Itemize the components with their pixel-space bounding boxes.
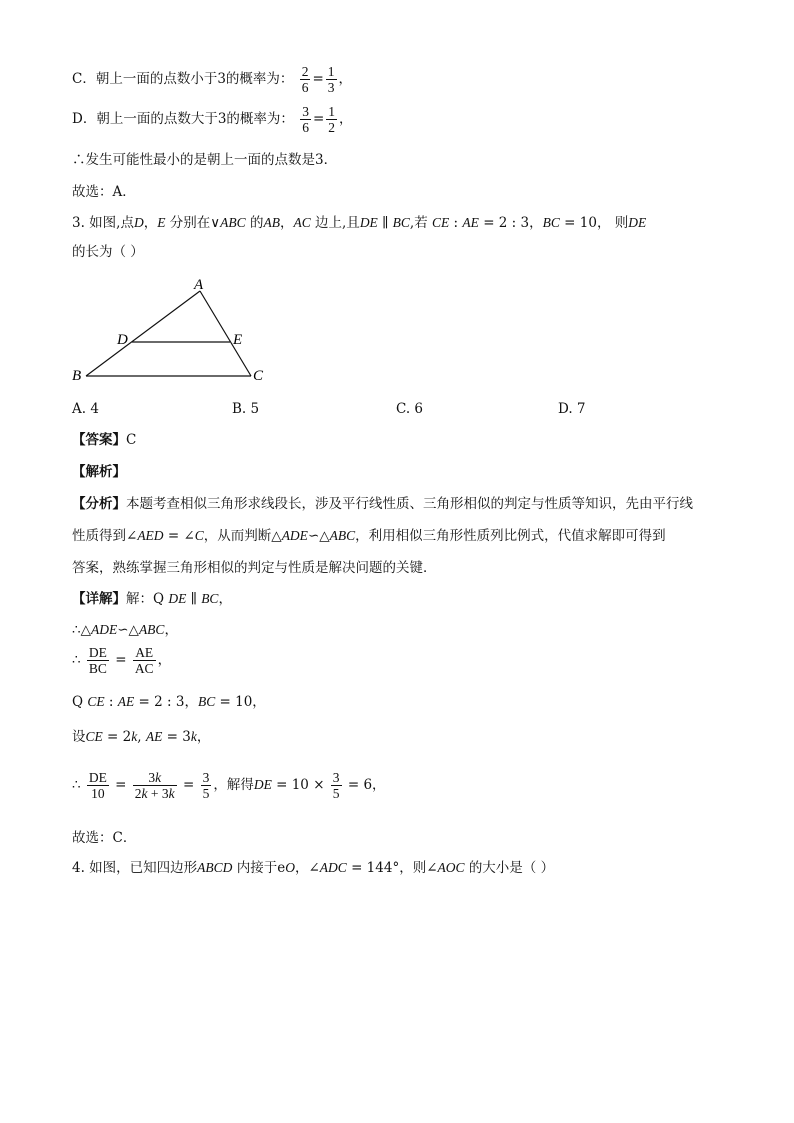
detail-line3: ∴ $\frac{DE}{BC}$ = $\frac{AE}{AC}$ ， (72, 645, 172, 676)
option-d: D. 7 (558, 401, 586, 417)
q3-stem: 3. 如图,点D，E 分别在∨ABC 的AB，AC 边上,且DE ∥ BC,若 CE : AE = 2 : 3，BC = 10， 则DE (72, 215, 647, 231)
fenxi-line2: 性质得到∠AED = ∠C，从而判断△ADE∽△ABC，利用相似三角形性质列比例式，代值求解即可得到 (72, 528, 666, 544)
detail-line4: Q CE : AE = 2 : 3，BC = 10， (72, 694, 266, 710)
detail-line2: ∴△ADE∽△ABC， (72, 622, 178, 638)
detail-line6: ∴ $\frac{DE}{10}$ = $\frac{3k}{2k + 3k}$ = $\frac{3}{5}$ ，解得DE = 10 × $\frac{3}{5}$ = 6， (72, 770, 386, 801)
label-a: A (194, 277, 204, 293)
detail-line1: 【详解】解：Q DE ∥ BC， (72, 591, 232, 607)
q3-choice: 故选：C． (72, 830, 137, 846)
label-d: D (117, 332, 128, 348)
option-b: B. 5 (232, 401, 260, 417)
fraction: $\frac{1}{3}$ (327, 64, 335, 95)
label-c: C (253, 368, 264, 384)
q2-option-d: D．朝上一面的点数大于3的概率为： $\frac{3}{6}$ = $\frac{1}{2}$ ， (72, 104, 353, 135)
detail-line5: 设CE = 2k, AE = 3k， (72, 729, 211, 745)
q2-choice: 故选：A． (72, 184, 136, 200)
answer: 【答案】C (72, 432, 137, 448)
fraction: $\frac{2}{6}$ (301, 64, 309, 95)
analysis-heading: 【解析】 (72, 464, 126, 480)
fraction: $\frac{3}{6}$ (302, 104, 309, 135)
fenxi-line3: 答案，熟练掌握三角形相似的判定与性质是解决问题的关键． (72, 560, 437, 576)
triangle-figure (66, 274, 286, 392)
fraction: $\frac{1}{2}$ (328, 104, 336, 135)
label-b: B (72, 368, 82, 384)
q4-stem: 4. 如图，已知四边形ABCD 内接于eO，∠ADC = 144°，则∠AOC 的大小是（ ） (72, 860, 555, 876)
q2-conclusion: ∴发生可能性最小的是朝上一面的点数是3． (72, 152, 338, 168)
q2-option-c: C．朝上一面的点数小于3的概率为： $\frac{2}{6}$ = $\frac{1}{3}$ ， (72, 64, 353, 95)
q3-stem-line2: 的长为（ ） (72, 244, 144, 260)
label-e: E (233, 332, 243, 348)
fenxi-line1: 【分析】本题考查相似三角形求线段长，涉及平行线性质、三角形相似的判定与性质等知识，先由平行线 (72, 496, 693, 512)
option-a: A. 4 (72, 401, 99, 417)
option-c: C. 6 (396, 401, 424, 417)
